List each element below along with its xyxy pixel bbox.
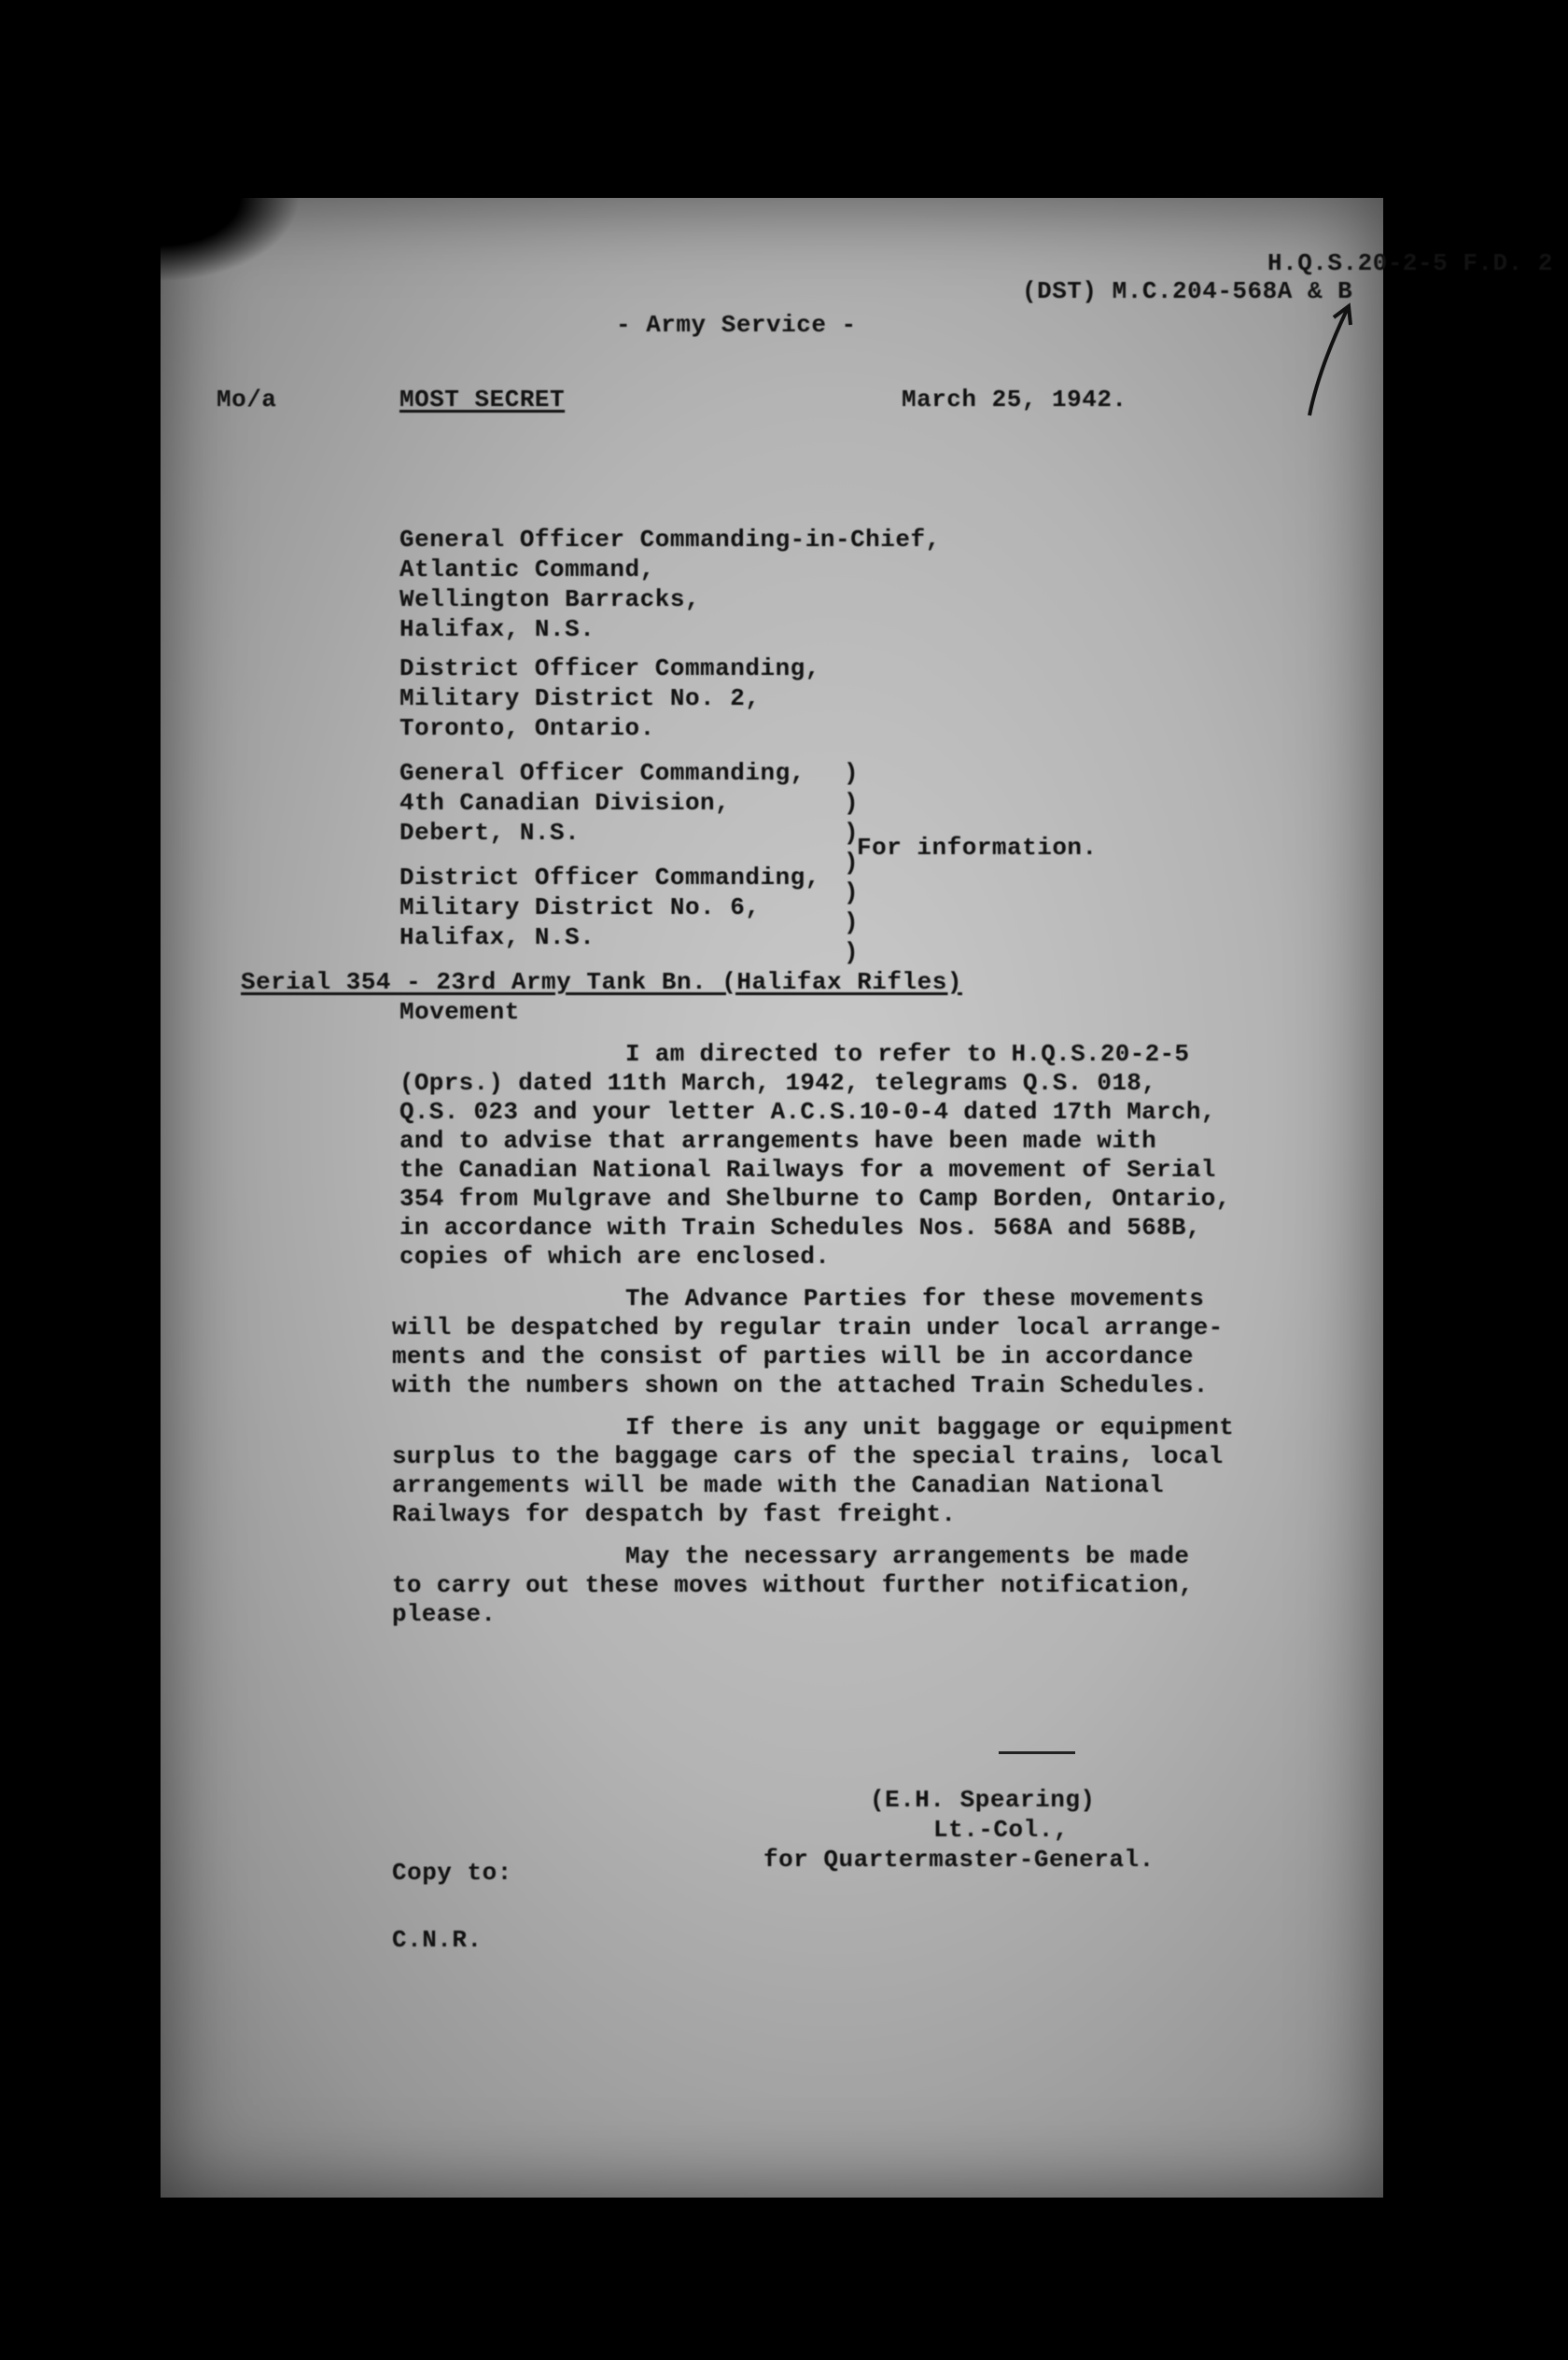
addressee-1-line-2: Atlantic Command,: [399, 555, 655, 583]
for-information-note: For information.: [857, 834, 1098, 862]
signatory-rank: Lt.-Col.,: [933, 1816, 1069, 1844]
signature-line: [999, 1751, 1075, 1754]
addressee-2-line-3: Toronto, Ontario.: [399, 714, 655, 742]
paragraph-3-line-4: Railways for despatch by fast freight.: [392, 1500, 957, 1528]
addressee-4-line-2: Military District No. 6,: [399, 893, 761, 921]
paragraph-2-line-1: The Advance Parties for these movements: [625, 1285, 1205, 1313]
paragraph-3-line-1: If there is any unit baggage or equipment: [625, 1413, 1235, 1441]
copy-recipient: C.N.R.: [392, 1926, 483, 1954]
signatory-name: (E.H. Spearing): [870, 1786, 1096, 1814]
addressee-1-line-1: General Officer Commanding-in-Chief,: [399, 526, 941, 554]
torn-corner: [161, 198, 301, 282]
paragraph-1-line-8: copies of which are enclosed.: [399, 1243, 831, 1271]
paragraph-1-line-2: (Oprs.) dated 11th March, 1942, telegrams Q.S. 018,: [399, 1069, 1157, 1097]
subject-line-2: Movement: [399, 998, 520, 1026]
paragraph-1-line-7: in accordance with Train Schedules Nos. 568A and 568B,: [399, 1214, 1201, 1242]
addressee-3-line-2: 4th Canadian Division,: [399, 789, 731, 817]
paragraph-1-line-4: and to advise that arrangements have been made with: [399, 1127, 1157, 1155]
paragraph-2-line-3: ments and the consist of parties will be in accordance: [392, 1342, 1194, 1370]
addressee-1-line-3: Wellington Barracks,: [399, 585, 701, 613]
file-reference-2: (DST) M.C.204-568A & B: [1022, 277, 1353, 305]
paragraph-3-line-3: arrangements will be made with the Canadian National: [392, 1471, 1164, 1499]
paragraph-4-line-1: May the necessary arrangements be made: [625, 1542, 1190, 1570]
initials: Mo/a: [217, 386, 277, 414]
addressee-1-line-4: Halifax, N.S.: [399, 615, 595, 643]
paragraph-1-line-1: I am directed to refer to H.Q.S.20-2-5: [625, 1040, 1190, 1068]
subject-line: Serial 354 - 23rd Army Tank Bn. (Halifax Rifles): [241, 968, 962, 996]
file-reference-1: H.Q.S.20-2-5 F.D. 2: [1267, 249, 1553, 277]
security-marking: MOST SECRET: [399, 386, 566, 414]
paragraph-4-line-2: to carry out these moves without further notification,: [392, 1571, 1194, 1599]
letter-date: March 25, 1942.: [902, 386, 1127, 414]
paragraph-1-line-5: the Canadian National Railways for a movement of Serial: [399, 1156, 1216, 1184]
addressee-4-line-1: District Officer Commanding,: [399, 864, 820, 892]
paragraph-2-line-2: will be despatched by regular train under local arrange-: [392, 1313, 1224, 1342]
addressee-4-line-3: Halifax, N.S.: [399, 923, 595, 951]
handwritten-arrow-icon: [1302, 299, 1358, 420]
addressee-2-line-2: Military District No. 2,: [399, 684, 761, 712]
paragraph-1-line-6: 354 from Mulgrave and Shelburne to Camp Borden, Ontario,: [399, 1185, 1231, 1213]
paragraph-3-line-2: surplus to the baggage cars of the special trains, local: [392, 1442, 1224, 1470]
brace-bracket: ) ) ) ) ) ) ): [844, 759, 859, 966]
paragraph-2-line-4: with the numbers shown on the attached Train Schedules.: [392, 1371, 1209, 1399]
classification-top: - Army Service -: [616, 311, 857, 339]
addressee-3-line-3: Debert, N.S.: [399, 819, 581, 847]
copy-to-label: Copy to:: [392, 1859, 512, 1887]
addressee-3-line-1: General Officer Commanding,: [399, 759, 805, 787]
signatory-for: for Quartermaster-General.: [763, 1846, 1155, 1874]
addressee-2-line-1: District Officer Commanding,: [399, 654, 820, 682]
paragraph-4-line-3: please.: [392, 1600, 497, 1628]
paragraph-1-line-3: Q.S. 023 and your letter A.C.S.10-0-4 dated 17th March,: [399, 1098, 1216, 1126]
